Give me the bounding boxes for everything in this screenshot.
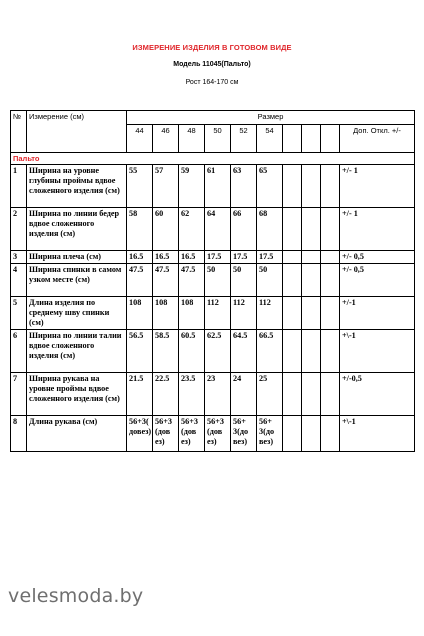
size-cell: 50 (205, 125, 231, 153)
value-cell: 56+ 3(до вез) (257, 416, 283, 452)
value-cell: 22.5 (153, 373, 179, 416)
value-cell: 56.5 (127, 330, 153, 373)
value-cell: 65 (257, 165, 283, 208)
value-cell: 16.5 (179, 251, 205, 264)
empty-cell (321, 416, 340, 452)
empty-cell (302, 330, 321, 373)
row-name: Длина рукава (см) (27, 416, 127, 452)
empty-cell (283, 251, 302, 264)
size-cell: 44 (127, 125, 153, 153)
value-cell: 60.5 (179, 330, 205, 373)
value-cell: 112 (257, 297, 283, 330)
row-name: Ширина спинки в самом узком месте (см) (27, 264, 127, 297)
empty-cell (321, 297, 340, 330)
tolerance-cell: +\-1 (340, 330, 415, 373)
value-cell: 16.5 (153, 251, 179, 264)
empty-cell (321, 165, 340, 208)
empty-cell (283, 416, 302, 452)
empty-cell (302, 251, 321, 264)
table-row (11, 165, 415, 208)
value-cell: 21.5 (127, 373, 153, 416)
size-cell (302, 125, 321, 153)
value-cell: 63 (231, 165, 257, 208)
height-range: Рост 164-170 см (185, 79, 239, 86)
value-cell: 57 (153, 165, 179, 208)
section-row (11, 153, 415, 165)
table-row (11, 208, 415, 251)
empty-cell (321, 373, 340, 416)
size-cell (321, 125, 340, 153)
value-cell: 50 (257, 264, 283, 297)
value-cell: 23.5 (179, 373, 205, 416)
empty-cell (321, 264, 340, 297)
empty-cell (283, 264, 302, 297)
empty-cell (283, 208, 302, 251)
header-tolerance: Доп. Откл. +/- (340, 125, 415, 153)
empty-cell (302, 165, 321, 208)
size-cell: 48 (179, 125, 205, 153)
value-cell: 66.5 (257, 330, 283, 373)
value-cell: 47.5 (179, 264, 205, 297)
value-cell: 108 (179, 297, 205, 330)
row-number: 5 (11, 297, 27, 330)
empty-cell (283, 165, 302, 208)
tolerance-cell: +/-1 (340, 297, 415, 330)
value-cell: 61 (205, 165, 231, 208)
value-cell: 17.5 (257, 251, 283, 264)
section-title: Пальто (11, 153, 415, 165)
value-cell: 108 (153, 297, 179, 330)
empty-cell (283, 373, 302, 416)
size-cell: 52 (231, 125, 257, 153)
table-row (11, 373, 415, 416)
table-row (11, 251, 415, 264)
value-cell: 64 (205, 208, 231, 251)
empty-cell (283, 330, 302, 373)
empty-cell (283, 297, 302, 330)
value-cell: 68 (257, 208, 283, 251)
empty-cell (302, 297, 321, 330)
value-cell: 112 (205, 297, 231, 330)
row-name: Длина изделия по среднему шву спинки (см) (27, 297, 127, 330)
size-cell (283, 125, 302, 153)
empty-cell (321, 251, 340, 264)
row-number: 4 (11, 264, 27, 297)
empty-cell (302, 208, 321, 251)
value-cell: 23 (205, 373, 231, 416)
row-number: 3 (11, 251, 27, 264)
value-cell: 24 (231, 373, 257, 416)
row-name: Ширина плеча (см) (27, 251, 127, 264)
tolerance-cell: +\-1 (340, 416, 415, 452)
value-cell: 60 (153, 208, 179, 251)
header-measure: Измерение (см) (27, 111, 127, 153)
value-cell: 17.5 (231, 251, 257, 264)
row-name: Ширина на уровне глубины проймы вдвое сложенного изделия (см) (27, 165, 127, 208)
value-cell: 56+3 (дов ез) (205, 416, 231, 452)
value-cell: 50 (205, 264, 231, 297)
row-name: Ширина по линии талии вдвое сложенного изделия (см) (27, 330, 127, 373)
size-cell: 54 (257, 125, 283, 153)
value-cell: 16.5 (127, 251, 153, 264)
value-cell: 25 (257, 373, 283, 416)
measurement-table (10, 110, 415, 452)
table-row (11, 416, 415, 452)
value-cell: 55 (127, 165, 153, 208)
site-watermark: velesmoda.by (8, 585, 144, 607)
model-name: Модель 11045(Пальто) (173, 61, 251, 68)
value-cell: 112 (231, 297, 257, 330)
value-cell: 58.5 (153, 330, 179, 373)
size-cell: 46 (153, 125, 179, 153)
value-cell: 56+3 (дов ез) (179, 416, 205, 452)
value-cell: 47.5 (153, 264, 179, 297)
value-cell: 59 (179, 165, 205, 208)
empty-cell (302, 416, 321, 452)
document-title: ИЗМЕРЕНИЕ ИЗДЕЛИЯ В ГОТОВОМ ВИДЕ (132, 43, 292, 52)
empty-cell (302, 373, 321, 416)
row-number: 1 (11, 165, 27, 208)
row-number: 7 (11, 373, 27, 416)
value-cell: 56+3( довез) (127, 416, 153, 452)
tolerance-cell: +/- 1 (340, 208, 415, 251)
value-cell: 47.5 (127, 264, 153, 297)
empty-cell (321, 330, 340, 373)
tolerance-cell: +/- 0,5 (340, 264, 415, 297)
value-cell: 108 (127, 297, 153, 330)
value-cell: 62 (179, 208, 205, 251)
tolerance-cell: +/- 1 (340, 165, 415, 208)
value-cell: 58 (127, 208, 153, 251)
tolerance-cell: +/-0,5 (340, 373, 415, 416)
row-number: 2 (11, 208, 27, 251)
header-num: № (11, 111, 27, 153)
value-cell: 66 (231, 208, 257, 251)
table-header-row (11, 111, 415, 125)
value-cell: 17.5 (205, 251, 231, 264)
row-name: Ширина рукава на уровне проймы вдвое сложенного изделия (см) (27, 373, 127, 416)
value-cell: 64.5 (231, 330, 257, 373)
row-name: Ширина по линии бедер вдвое сложенного изделия (см) (27, 208, 127, 251)
header-size-label: Размер (127, 111, 415, 125)
row-number: 8 (11, 416, 27, 452)
table-row (11, 264, 415, 297)
value-cell: 56+3 (дов ез) (153, 416, 179, 452)
value-cell: 56+ 3(до вез) (231, 416, 257, 452)
table-row (11, 330, 415, 373)
empty-cell (302, 264, 321, 297)
table-row (11, 297, 415, 330)
row-number: 6 (11, 330, 27, 373)
empty-cell (321, 208, 340, 251)
value-cell: 50 (231, 264, 257, 297)
value-cell: 62.5 (205, 330, 231, 373)
tolerance-cell: +/- 0,5 (340, 251, 415, 264)
